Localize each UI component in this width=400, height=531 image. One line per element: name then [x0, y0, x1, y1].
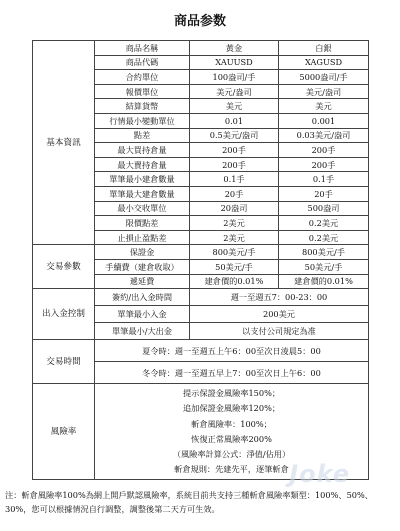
header-silver: 白銀 — [279, 41, 369, 56]
gold-value: 0.1手 — [190, 172, 279, 187]
row-label: 合約單位 — [95, 70, 190, 85]
table-header-row — [33, 41, 369, 56]
funds-value: 以支付公司規定為准 — [190, 323, 369, 340]
row-label: 止損止盈點差 — [95, 230, 190, 245]
row-label: 最小交收單位 — [95, 201, 190, 216]
gold-value: 2美元 — [190, 216, 279, 231]
trading-time-value: 冬令時：週一至週五早上7：00至次日上午6：00 — [95, 362, 369, 384]
row-label: 保證金 — [95, 245, 190, 260]
row-label: 單筆最大建倉數量 — [95, 186, 190, 201]
silver-value: 美元 — [279, 99, 369, 114]
risk-line: 恢復正常風險率200% — [191, 433, 272, 444]
row-label: 手續費（建倉收取） — [95, 259, 190, 274]
row-label: 遞延費 — [95, 274, 190, 289]
gold-value: 0.01 — [190, 113, 279, 128]
silver-value: 200手 — [279, 157, 369, 172]
row-label: 單筆最小建倉數量 — [95, 172, 190, 187]
gold-value: 200手 — [190, 143, 279, 158]
product-spec-table — [32, 40, 369, 480]
gold-value: 2美元 — [190, 230, 279, 245]
section-basic: 基本資訊 — [33, 41, 95, 245]
table-row — [33, 340, 369, 362]
row-label: 單筆最小入金 — [95, 306, 190, 323]
page-title: 商品参数 — [173, 14, 226, 29]
row-label: 行情最小變動單位 — [95, 113, 190, 128]
funds-value: 週一至週五7：00-23：00 — [190, 289, 369, 306]
table-row — [33, 289, 369, 306]
gold-value: 20盎司 — [190, 201, 279, 216]
row-label: 簽約/出入金時間 — [95, 289, 190, 306]
watermark-logo: Joke — [289, 460, 350, 488]
row-label: 報價單位 — [95, 84, 190, 99]
silver-value: 200手 — [279, 143, 369, 158]
row-label: 限價點差 — [95, 216, 190, 231]
gold-value: 100盎司/手 — [190, 70, 279, 85]
row-label: 點差 — [95, 128, 190, 143]
gold-value: 20手 — [190, 186, 279, 201]
row-label: 商品代碼 — [95, 55, 190, 70]
funds-value: 200美元 — [190, 306, 369, 323]
header-gold: 黃金 — [190, 41, 279, 56]
gold-value: 美元/盎司 — [190, 84, 279, 99]
footnote: 注：斬倉風險率100%為網上開戶默認風險率，系統目前共支持三種斬倉風險率類型：100%、50%、30%，您可以根據情況自行調整，調整後第二天方可生效。 — [5, 490, 373, 514]
silver-value: 0.2美元 — [279, 216, 369, 231]
risk-line: 斬倉規則：先建先平，逐筆斬倉 — [174, 464, 289, 475]
silver-value: 0.2美元 — [279, 230, 369, 245]
silver-value: 美元/盎司 — [279, 84, 369, 99]
risk-line: 追加保證金風險率120%； — [182, 403, 281, 414]
gold-value: 50美元/手 — [190, 259, 279, 274]
section-trade: 交易參數 — [33, 245, 95, 289]
trading-time-value: 夏令時：週一至週五上午6：00至次日淩晨5：00 — [95, 340, 369, 362]
silver-value: 0.001 — [279, 113, 369, 128]
gold-value: XAUUSD — [190, 55, 279, 70]
silver-value: 800美元/手 — [279, 245, 369, 260]
section-risk: 風險率 — [33, 384, 95, 480]
silver-value: 500盎司 — [279, 201, 369, 216]
silver-value: 0.03美元/盎司 — [279, 128, 369, 143]
row-label: 最大賣持倉量 — [95, 157, 190, 172]
silver-value: 20手 — [279, 186, 369, 201]
gold-value: 建倉價的0.01% — [190, 274, 279, 289]
risk-line: （風險率計算公式：淨值/佔用） — [172, 448, 291, 459]
silver-value: 50美元/手 — [279, 259, 369, 274]
silver-value: 0.1手 — [279, 172, 369, 187]
gold-value: 美元 — [190, 99, 279, 114]
silver-value: 5000盎司/手 — [279, 70, 369, 85]
table-row — [33, 245, 369, 260]
section-funds: 出入金控制 — [33, 289, 95, 340]
gold-value: 200手 — [190, 157, 279, 172]
row-label: 單筆最小/大出金 — [95, 323, 190, 340]
gold-value: 0.5美元/盎司 — [190, 128, 279, 143]
risk-line: 提示保證金風險率150%； — [182, 388, 281, 399]
gold-value: 800美元/手 — [190, 245, 279, 260]
row-label: 結算貨幣 — [95, 99, 190, 114]
row-label: 最大買持倉量 — [95, 143, 190, 158]
silver-value: 建倉價的0.01% — [279, 274, 369, 289]
section-time: 交易時間 — [33, 340, 95, 384]
silver-value: XAGUSD — [279, 55, 369, 70]
header-product-name: 商品名稱 — [95, 41, 190, 56]
risk-line: 斬倉風險率：100%； — [191, 418, 272, 429]
